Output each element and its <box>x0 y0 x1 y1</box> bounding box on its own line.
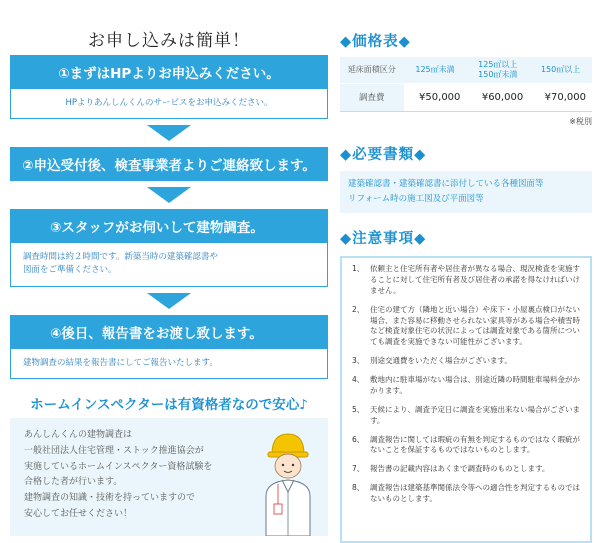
step-heading: ③スタッフがお伺いして建物調査。 <box>10 209 328 243</box>
step-heading: ④後日、報告書をお渡し致します。 <box>10 315 328 349</box>
documents-box <box>340 171 592 214</box>
note-number: 4、 <box>352 375 365 385</box>
step-2 <box>10 147 328 181</box>
size-header: 125㎡未満 <box>404 57 467 83</box>
info-column <box>340 0 592 543</box>
inspector-heading: ホームインスペクターは有資格者なので安心♪ <box>30 396 308 413</box>
list-item <box>352 435 582 457</box>
list-item <box>352 375 582 397</box>
notes-title: ◆注意事項◆ <box>340 231 427 248</box>
price-cell: ¥70,000 <box>529 83 592 111</box>
step-arrow <box>10 119 328 147</box>
note-number: 6、 <box>352 434 365 444</box>
price-title: ◆価格表◆ <box>340 34 411 50</box>
note-number: 1、 <box>352 264 365 274</box>
list-item <box>352 356 582 367</box>
application-steps <box>10 0 328 519</box>
price-cell: ¥50,000 <box>404 83 467 111</box>
documents-title: ◆必要書類◆ <box>340 146 427 163</box>
note-text: 依頼主と住宅所有者や居住者が異なる場合、現況検査を実施することに対して住宅所有者及び居住者の承諾を得なければいけません。 <box>370 264 580 295</box>
arrow-down-icon <box>147 125 191 141</box>
list-item <box>352 305 582 349</box>
notes-list <box>352 264 582 505</box>
size-header-label: 延床面積区分 <box>340 57 404 83</box>
note-number: 2、 <box>352 304 365 314</box>
note-text: 住宅の建て方（隣地と近い場合）や床下・小屋裏点検口がない場合、また容易に移動させられない家具等がある場合や積雪時など検査対象住宅の状況によっては調査対象である箇所についても調査を実施できない可能性がございます。 <box>370 304 580 347</box>
size-header: 150㎡以上 <box>529 57 592 83</box>
note-text: 別途交通費をいただく場合がございます。 <box>370 356 512 366</box>
note-number: 7、 <box>352 464 365 474</box>
price-row-label: 調査費 <box>340 83 404 111</box>
price-cell: ¥60,000 <box>466 83 529 111</box>
step-description: 建物調査の結果を報告書にしてご報告いたします。 <box>10 349 328 379</box>
list-item <box>352 464 582 475</box>
arrow-down-icon <box>147 187 191 203</box>
arrow-down-icon <box>147 293 191 309</box>
step-arrow <box>10 181 328 209</box>
price-table <box>340 57 592 112</box>
page-title: お申し込みは簡単！ <box>88 31 250 51</box>
step-heading: ②申込受付後、検査事業者よりご連絡致します。 <box>10 147 328 181</box>
inspector-description: あんしんくんの建物調査は 一般社団法人住宅管理・ストック推進協会が 実施しているホームインスペクター資格試験を 合格した者が行います。 建物調査の知識・技術を持っていますので 安心してお任せください！ <box>24 430 213 519</box>
note-text: 調査報告は建築基準関係法令等への適合性を判定するものではないものとします。 <box>370 483 580 504</box>
note-text: 敷地内に駐車場がない場合は、別途近隣の時間駐車場料金がかかります。 <box>370 375 580 395</box>
step-4 <box>10 315 328 379</box>
list-item <box>352 405 582 427</box>
document-item: 建築確認書・建築確認書に添付している各種図面等 <box>348 178 544 189</box>
inspector-person-icon <box>256 424 320 536</box>
step-1 <box>10 55 328 119</box>
inspector-info-box <box>10 418 328 536</box>
step-description: 調査時間は約２時間です。新築当時の建築確認書や 図面をご準備ください。 <box>10 243 328 286</box>
document-item: リフォーム時の施工図及び平面図等 <box>348 193 484 204</box>
notes-box <box>340 256 592 543</box>
step-heading: ①まずはHPよりお申込みください。 <box>10 55 328 89</box>
note-number: 5、 <box>352 404 365 414</box>
step-3 <box>10 209 328 286</box>
size-header: 125㎡以上 150㎡未満 <box>466 57 529 83</box>
list-item <box>352 483 582 505</box>
tax-note: ※税別 <box>569 116 592 126</box>
note-text: 天候により、調査予定日に調査を実施出来ない場合がございます。 <box>370 404 580 425</box>
note-number: 3、 <box>352 356 365 366</box>
list-item <box>352 264 582 297</box>
note-text: 報告書の記載内容はあくまで調査時のものとします。 <box>370 464 550 474</box>
step-description: HPよりあんしんくんのサービスをお申込みください。 <box>10 89 328 119</box>
note-number: 8、 <box>352 483 365 493</box>
note-text: 調査報告に関しては瑕疵の有無を判定するものではなく瑕疵がないことを保証するものではないものとします。 <box>370 434 580 455</box>
step-arrow <box>10 287 328 315</box>
